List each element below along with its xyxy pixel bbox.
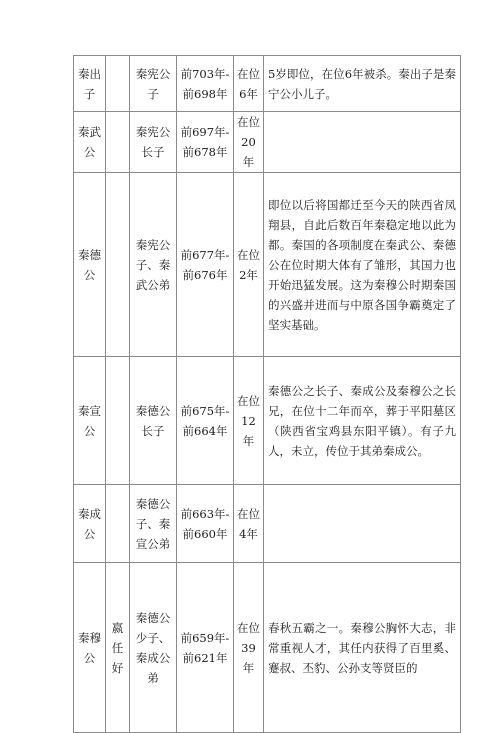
tenure-cell: 在位39年: [234, 563, 264, 733]
notes-cell: 即位以后将国都迁至今天的陕西省凤翔县，自此后数百年秦稳定地以此为都。秦国的各项制度在秦武公、秦德公在位时期大体有了雏形，其国力也开始迅猛发展。这为秦穆公时期秦国的兴盛并进而与中原各国争霸奠定了坚实基础。: [264, 173, 461, 357]
relation-cell: 秦德公长子: [130, 357, 177, 485]
relation-cell: 秦宪公子: [130, 56, 177, 112]
ruler-name-cell: 秦武公: [74, 112, 106, 173]
ruler-name-cell: 秦德公: [74, 173, 106, 357]
notes-cell: 5岁即位，在位6年被杀。秦出子是秦宁公小儿子。: [264, 56, 461, 112]
reign-years-cell: 前675年-前664年: [177, 357, 234, 485]
table-row: [74, 112, 461, 173]
table-row: [74, 563, 461, 733]
tenure-cell: 在位6年: [234, 56, 264, 112]
reign-years-cell: 前663年-前660年: [177, 485, 234, 563]
notes-cell: [264, 112, 461, 173]
relation-cell: 秦德公子、秦宣公弟: [130, 485, 177, 563]
tenure-cell: 在位12年: [234, 357, 264, 485]
reign-years-cell: 前703年-前698年: [177, 56, 234, 112]
table-row: [74, 56, 461, 112]
rulers-table: [73, 55, 461, 733]
ruler-name-cell: 秦出子: [74, 56, 106, 112]
personal-name-cell: [106, 56, 130, 112]
relation-cell: 秦宪公子、秦武公弟: [130, 173, 177, 357]
table-row: [74, 485, 461, 563]
ruler-name-cell: 秦宣公: [74, 357, 106, 485]
tenure-cell: 在位20年: [234, 112, 264, 173]
relation-cell: 秦宪公长子: [130, 112, 177, 173]
reign-years-cell: 前697年-前678年: [177, 112, 234, 173]
personal-name-cell: [106, 485, 130, 563]
personal-name-cell: [106, 112, 130, 173]
ruler-name-cell: 秦穆公: [74, 563, 106, 733]
table-row: [74, 173, 461, 357]
ruler-name-cell: 秦成公: [74, 485, 106, 563]
notes-cell: 秦德公之长子、秦成公及秦穆公之长兄，在位十二年而卒，葬于平阳墓区（陕西省宝鸡县东阳平镇）。有子九人，未立，传位于其弟秦成公。: [264, 357, 461, 485]
relation-cell: 秦德公少子、秦成公弟: [130, 563, 177, 733]
personal-name-cell: [106, 173, 130, 357]
notes-cell: 春秋五霸之一。秦穆公胸怀大志，非常重视人才，其任内获得了百里奚、蹇叔、丕豹、公孙支等贤臣的: [264, 563, 461, 733]
table-row: [74, 357, 461, 485]
tenure-cell: 在位4年: [234, 485, 264, 563]
personal-name-cell: [106, 357, 130, 485]
notes-cell: [264, 485, 461, 563]
tenure-cell: 在位2年: [234, 173, 264, 357]
personal-name-cell: 嬴任好: [106, 563, 130, 733]
reign-years-cell: 前677年-前676年: [177, 173, 234, 357]
reign-years-cell: 前659年-前621年: [177, 563, 234, 733]
